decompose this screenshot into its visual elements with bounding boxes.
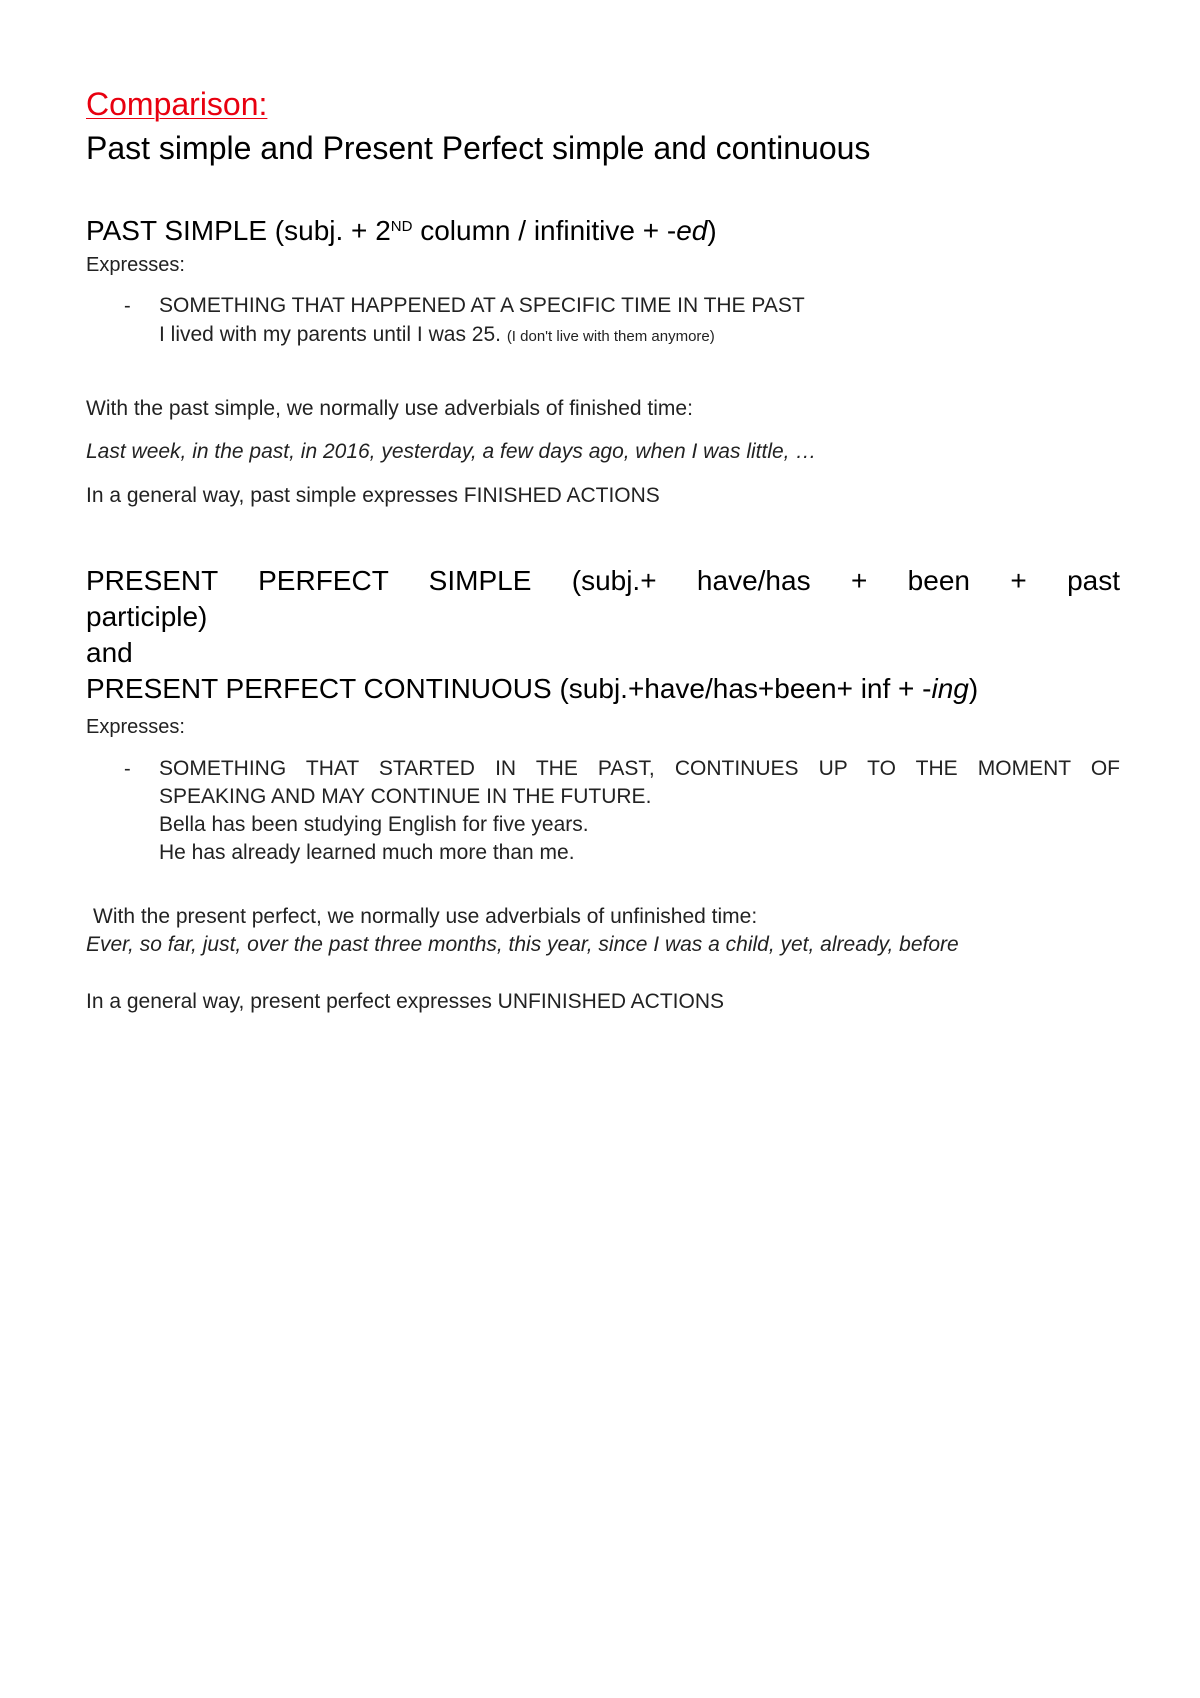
cont-title-part-c: ) [968,673,979,704]
past-example-sentence: I lived with my parents until I was 25. [159,323,507,346]
perfect-expresses-label: Expresses: [86,716,185,738]
heading-comparison: Comparison: [86,86,268,122]
perfect-bullet-dash: - [124,758,131,780]
past-title-ed: ed [676,215,708,246]
past-simple-title [86,214,717,248]
page-subtitle: Past simple and Present Perfect simple and continuous [86,130,871,166]
perfect-summary: In a general way, present perfect expresses UNFINISHED ACTIONS [86,990,725,1013]
and-connector: and [86,637,133,668]
past-expresses-label: Expresses: [86,254,185,276]
past-adverbials-list: Last week, in the past, in 2016, yesterday, a few days ago, when I was little, … [86,440,817,463]
past-summary: In a general way, past simple expresses FINISHED ACTIONS [86,484,660,507]
past-title-part-c: ) [707,215,717,246]
present-perfect-simple-title-line1: PRESENT PERFECT SIMPLE (subj.+ have/has + been + past [86,565,1120,596]
past-title-sup: ND [390,218,413,235]
perfect-adverbials-intro: With the present perfect, we normally use adverbials of unfinished time: [93,905,758,928]
cont-title-part-a: PRESENT PERFECT CONTINUOUS (subj.+have/has+been+ inf + - [86,673,932,704]
cont-title-ing: ing [931,673,969,704]
past-title-part-b: column / infinitive + - [412,215,677,246]
past-example [159,321,715,351]
present-perfect-continuous-title [86,672,978,706]
past-bullet-text: SOMETHING THAT HAPPENED AT A SPECIFIC TIME IN THE PAST [159,294,805,317]
past-example-note: (I don't live with them anymore) [506,328,715,345]
perfect-example-2: He has already learned much more than me. [159,841,575,864]
past-bullet-dash: - [124,295,131,317]
perfect-bullet-line1: SOMETHING THAT STARTED IN THE PAST, CONTINUES UP TO THE MOMENT OF [159,757,1120,780]
perfect-bullet-line2: SPEAKING AND MAY CONTINUE IN THE FUTURE. [159,785,652,808]
perfect-example-1: Bella has been studying English for five years. [159,813,589,836]
past-adverbials-intro: With the past simple, we normally use adverbials of finished time: [86,397,693,420]
present-perfect-simple-title-line2: participle) [86,601,208,632]
perfect-adverbials-list: Ever, so far, just, over the past three months, this year, since I was a child, yet, already, before [86,933,959,956]
past-title-part-a: PAST SIMPLE (subj. + 2 [86,215,391,246]
